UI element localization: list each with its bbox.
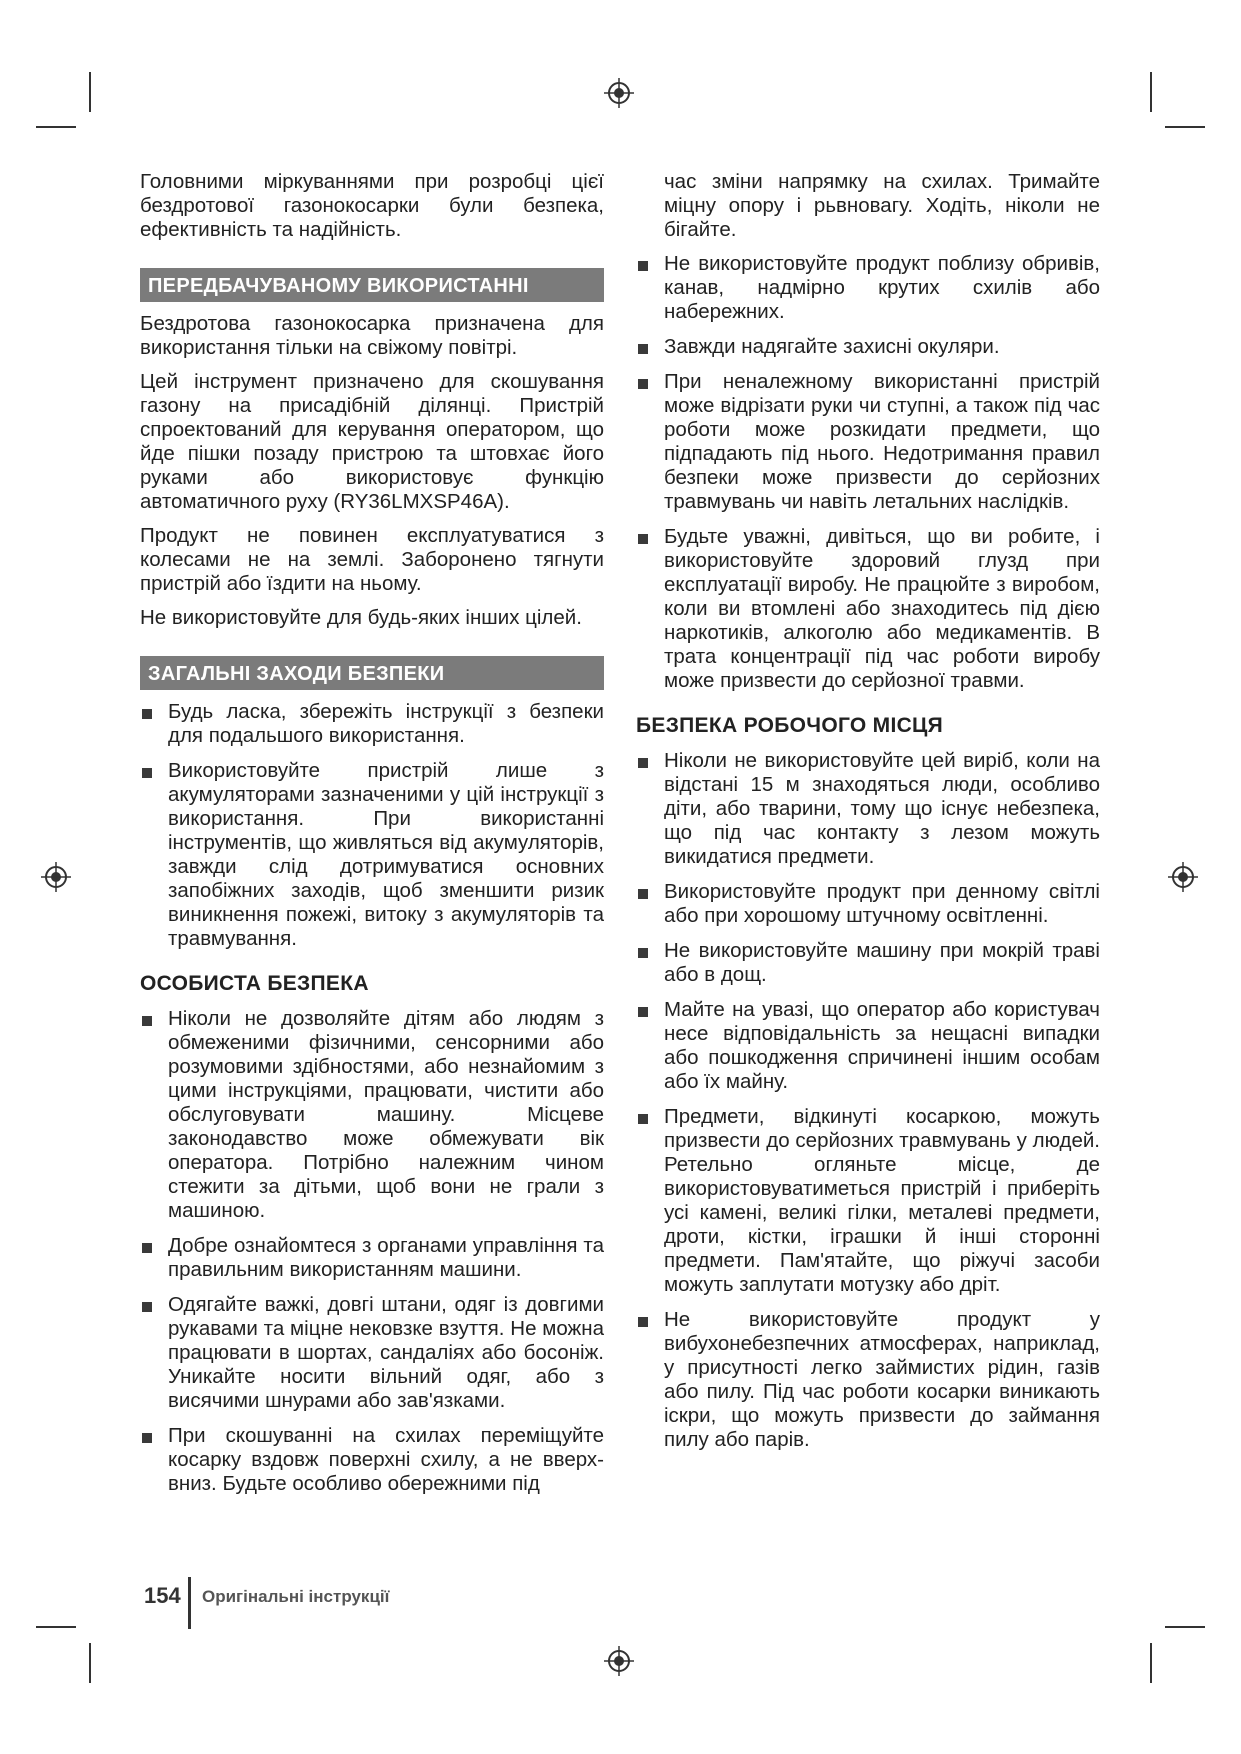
list-item: Використовуйте продукт при денному світлі або при хорошому штучному освітленні. bbox=[636, 880, 1100, 928]
right-column bbox=[636, 170, 1100, 1463]
list-item: Предмети, відкинуті косаркою, можуть призвести до серйозних травмувань у людей. Ретельно огляньте місце, де використовуватиметься пристрій і приберіть усі камені, великі гілки, металеві предмети, дроти, кістки, іграшки й інші сторонні предмети. Пам'ятайте, що ріжучі засоби можуть заплутати мотузку або дріт. bbox=[636, 1105, 1100, 1297]
paragraph: Бездротова газонокосарка призначена для використання тільки на свіжому повітрі. bbox=[140, 312, 604, 359]
list-item: Добре ознайомтеся з органами управління та правильним використанням машини. bbox=[140, 1234, 604, 1282]
section-heading-general-safety: ЗАГАЛЬНІ ЗАХОДИ БЕЗПЕКИ bbox=[140, 656, 604, 690]
section-heading-work-area-safety: БЕЗПЕКА РОБОЧОГО МІСЦЯ bbox=[636, 714, 944, 737]
crop-mark-bottom-right-vertical bbox=[1150, 1643, 1152, 1683]
list-item: Будь ласка, збережіть інструкції з безпеки для подальшого використання. bbox=[140, 700, 604, 748]
paragraph: Продукт не повинен експлуатуватися з колесами не на землі. Заборонено тягнути пристрій або їздити на ньому. bbox=[140, 524, 604, 595]
registration-mark-icon bbox=[1168, 862, 1198, 892]
list-item: Майте на увазі, що оператор або користувач несе відповідальність за нещасні випадки або пошкодження спричинені іншим особам або їх майну. bbox=[636, 998, 1100, 1094]
list-item: Не використовуйте машину при мокрій траві або в дощ. bbox=[636, 939, 1100, 987]
crop-mark-bottom-left-vertical bbox=[89, 1643, 91, 1683]
list-item: Ніколи не дозволяйте дітям або людям з обмеженими фізичними, сенсорними або розумовими здібностями, або незнайомим з цими інструкціями, працювати, чистити або обслуговувати машину. Місцеве законодавство може обмежувати вік оператора. Потрібно належним чином стежити за дітьми, щоб вони не грали з машиною. bbox=[140, 1007, 604, 1223]
intro-paragraph: Головними міркуваннями при розробці цієї бездротової газонокосарки були безпека, ефективність та надійність. bbox=[140, 170, 604, 241]
list-item: Завжди надягайте захисні окуляри. bbox=[636, 335, 1100, 359]
list-item: Не використовуйте продукт поблизу обривів, канав, надмірно крутих схилів або набережних. bbox=[636, 252, 1100, 324]
section-heading-intended-use: ПЕРЕДБАЧУВАНОМУ ВИКОРИСТАННІ bbox=[140, 268, 604, 302]
footer-divider bbox=[188, 1577, 191, 1629]
crop-mark-bottom-right-horizontal bbox=[1165, 1626, 1205, 1628]
crop-mark-top-left-vertical bbox=[89, 72, 91, 112]
section-heading-personal-safety: ОСОБИСТА БЕЗПЕКА bbox=[140, 972, 369, 995]
personal-safety-list-continued bbox=[636, 252, 1100, 693]
paragraph: Цей інструмент призначено для скошування газону на присадібній ділянці. Пристрій спроектований для керування оператором, що йде пішки позаду пристрою та штовхає його руками або використовує функцію автоматичного руху (RY36LMXSP46A). bbox=[140, 370, 604, 513]
list-item: Будьте уважні, дивіться, що ви робите, і використовуйте здоровий глузд при експлуатації виробу. Не працюйте з виробом, коли ви втомлені або знаходитесь під дією наркотиків, алкоголю або медикаментів. В трата концентрації під час роботи виробу може призвести до серйозної травми. bbox=[636, 525, 1100, 693]
work-area-safety-list bbox=[636, 749, 1100, 1452]
paragraph: Не використовуйте для будь-яких інших цілей. bbox=[140, 606, 582, 629]
crop-mark-bottom-left-horizontal bbox=[36, 1626, 76, 1628]
list-item: При неналежному використанні пристрій може відрізати руки чи ступні, а також під час роботи може розкидати предмети, що підпадають під нього. Недотримання правил безпеки може призвести до серйозних травмувань чи навіть летальних наслідків. bbox=[636, 370, 1100, 514]
personal-safety-list bbox=[140, 1007, 604, 1496]
footer-label: Оригінальні інструкції bbox=[202, 1587, 390, 1606]
list-item: Не використовуйте продукт у вибухонебезпечних атмосферах, наприклад, у присутності легко займистих рідин, газів або пилу. Під час роботи косарки виникають іскри, що можуть призвести до займання пилу або парів. bbox=[636, 1308, 1100, 1452]
crop-mark-top-left-horizontal bbox=[36, 126, 76, 128]
page-number: 154 bbox=[144, 1583, 181, 1608]
list-item: Одягайте важкі, довгі штани, одяг із довгими рукавами та міцне нековзке взуття. Не можна працювати в шортах, сандаліях або босоніж. Уникайте носити вільний одяг, або з висячими шнурами або зав'язками. bbox=[140, 1293, 604, 1413]
general-safety-list bbox=[140, 700, 604, 951]
left-column bbox=[140, 170, 604, 1507]
list-item: Використовуйте пристрій лише з акумуляторами зазначеними у цій інструкції з використання. При використанні інструментів, що живляться від акумуляторів, завжди слід дотримуватися основних запобіжних заходів, щоб зменшити ризик виникнення пожежі, витоку з акумуляторів та травмування. bbox=[140, 759, 604, 951]
list-item: При скошуванні на схилах переміщуйте косарку вздовж поверхні схилу, а не вверх-вниз. Будьте особливо обережними під bbox=[140, 1424, 604, 1496]
registration-mark-icon bbox=[604, 78, 634, 108]
registration-mark-icon bbox=[41, 862, 71, 892]
crop-mark-top-right-horizontal bbox=[1165, 126, 1205, 128]
continuation-paragraph: час зміни напрямку на схилах. Тримайте міцну опору і рьвновагу. Ходіть, ніколи не бігайте. bbox=[664, 170, 1100, 241]
list-item: Ніколи не використовуйте цей виріб, коли на відстані 15 м знаходяться люди, особливо діти, або тварини, тому що існує небезпека, що під час контакту з лезом можуть викидатися предмети. bbox=[636, 749, 1100, 869]
registration-mark-icon bbox=[604, 1646, 634, 1676]
crop-mark-top-right-vertical bbox=[1150, 72, 1152, 112]
